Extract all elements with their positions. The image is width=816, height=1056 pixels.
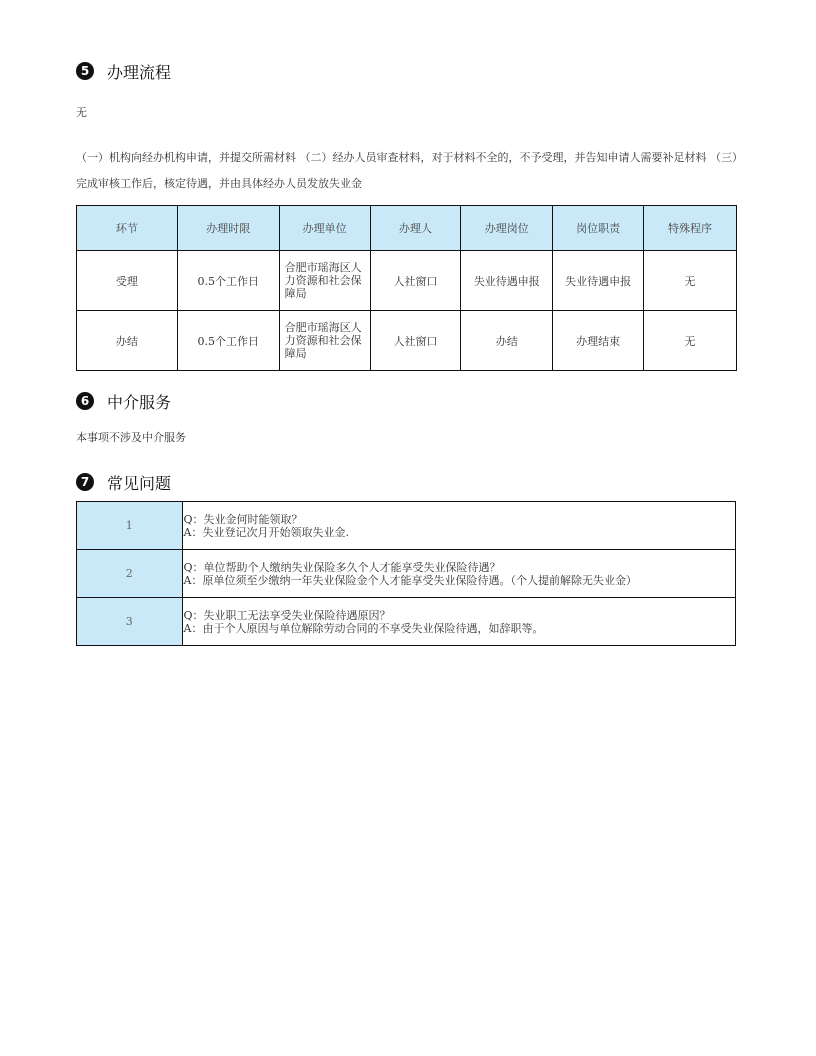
- faq-question: Q：失业职工无法享受失业保险待遇原因？: [183, 608, 391, 622]
- header-cell: 办理单位: [279, 206, 370, 251]
- section-number-badge: 5: [76, 62, 94, 80]
- table-row: [77, 311, 737, 371]
- faq-content: [182, 550, 735, 598]
- table-cell: 办结: [77, 311, 178, 371]
- header-cell: 办理时限: [177, 206, 279, 251]
- none-text: 无: [76, 106, 87, 119]
- table-cell: 失业待遇申报: [553, 251, 644, 311]
- table-cell: 0.5个工作日: [177, 311, 279, 371]
- section-heading-faq: [76, 470, 171, 494]
- header-cell: 办理岗位: [461, 206, 553, 251]
- faq-row: [77, 502, 736, 550]
- process-description: （一）机构向经办机构申请，并提交所需材料 （二）经办人员审查材料，对于材料不全的，不予受理，并告知申请人需要补足材料 （三）完成审核工作后，核定待遇，并由具体经办人员发放失业金: [76, 151, 743, 190]
- section-heading-process: [76, 59, 171, 83]
- faq-answer: A：由于个人原因与单位解除劳动合同的不享受失业保险待遇，如辞职等。: [183, 621, 544, 635]
- faq-answer: A：原单位须至少缴纳一年失业保险金个人才能享受失业保险待遇。（个人提前解除无失业金）: [183, 573, 637, 587]
- faq-row: [77, 550, 736, 598]
- faq-content: [182, 502, 735, 550]
- table-cell: 合肥市瑶海区人力资源和社会保障局: [279, 311, 370, 371]
- faq-index: 2: [77, 550, 183, 598]
- section-number-badge: 7: [76, 473, 94, 491]
- faq-table: [76, 501, 736, 646]
- table-cell: 失业待遇申报: [461, 251, 553, 311]
- section-title: 中介服务: [107, 392, 172, 412]
- header-cell: 环节: [77, 206, 178, 251]
- table-cell: 受理: [77, 251, 178, 311]
- faq-answer: A：失业登记次月开始领取失业金.: [183, 525, 349, 539]
- table-cell: 合肥市瑶海区人力资源和社会保障局: [279, 251, 370, 311]
- table-row: [77, 251, 737, 311]
- section-heading-intermediary: [76, 389, 171, 413]
- process-table: [76, 205, 737, 371]
- table-cell: 办结: [461, 311, 553, 371]
- faq-question: Q：单位帮助个人缴纳失业保险多久个人才能享受失业保险待遇？: [183, 560, 501, 574]
- faq-index: 1: [77, 502, 183, 550]
- faq-content: [182, 598, 735, 646]
- table-cell: 人社窗口: [370, 311, 461, 371]
- table-cell: 人社窗口: [370, 251, 461, 311]
- table-cell: 无: [644, 251, 737, 311]
- table-cell: 无: [644, 311, 737, 371]
- header-cell: 办理人: [370, 206, 461, 251]
- table-cell: 0.5个工作日: [177, 251, 279, 311]
- section-number-badge: 6: [76, 392, 94, 410]
- faq-question: Q：失业金何时能领取？: [183, 512, 303, 526]
- section-title: 办理流程: [107, 62, 172, 82]
- table-header-row: [77, 206, 737, 251]
- section-title: 常见问题: [107, 473, 172, 493]
- table-cell: 办理结束: [553, 311, 644, 371]
- faq-index: 3: [77, 598, 183, 646]
- header-cell: 岗位职责: [553, 206, 644, 251]
- faq-row: [77, 598, 736, 646]
- intermediary-text: 本事项不涉及中介服务: [76, 431, 186, 444]
- header-cell: 特殊程序: [644, 206, 737, 251]
